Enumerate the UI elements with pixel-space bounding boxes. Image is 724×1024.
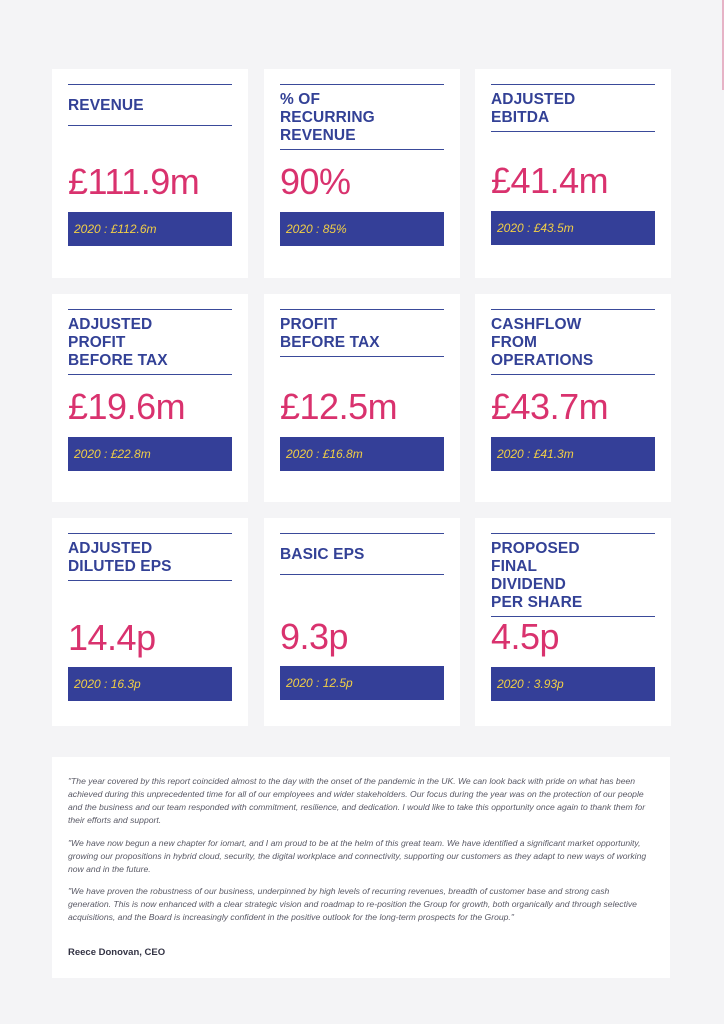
kpi-card-basic-eps bbox=[264, 518, 460, 726]
card-top-rule bbox=[68, 533, 232, 534]
kpi-prior-year: 2020 : 16.3p bbox=[68, 667, 232, 701]
kpi-value: £43.7m bbox=[491, 386, 609, 427]
quote-paragraph: "We have proven the robustness of our business, underpinned by high levels of recurring revenues, breadth of customer base and strong cash generation. This is now enhanced with a clear strategic vision and roadmap to re-position the Group for growth, both organically and through selective acquisitions, and the Board is increasingly confident in the positive outlook for the long-term prospects for the Group." bbox=[68, 886, 637, 922]
kpi-title: PROFIT BEFORE TAX bbox=[280, 316, 380, 351]
kpi-card-proposed-final-dividend bbox=[475, 518, 671, 726]
card-title-rule bbox=[280, 574, 444, 575]
card-title-rule bbox=[280, 149, 444, 150]
card-title-rule bbox=[68, 125, 232, 126]
kpi-card-profit-before-tax bbox=[264, 294, 460, 502]
kpi-title: PROPOSED FINAL DIVIDEND PER SHARE bbox=[491, 540, 583, 611]
kpi-value: 90% bbox=[280, 161, 351, 202]
card-title-rule bbox=[68, 580, 232, 581]
kpi-card-recurring-revenue bbox=[264, 69, 460, 278]
kpi-title: % OF RECURRING REVENUE bbox=[280, 91, 375, 144]
quote-paragraph: "We have now begun a new chapter for iomart, and I am proud to be at the helm of this great team. We have identified a significant market opportunity, growing our propositions in hybrid cloud, security, the digital workplace and connectivity, supporting our customers as they adapt to new ways of working now and in the future. bbox=[68, 838, 647, 874]
card-top-rule bbox=[491, 84, 655, 85]
quote-paragraph: "The year covered by this report coincided almost to the day with the onset of the pandemic in the UK. We can look back with pride on what has been achieved during this unprecedented time for all of our employees and wider stakeholders. Our focus during the year was on the protection of our people and the business and our team responded with commitment, resilience, and dedication. I would like to take this opportunity once again to thank them for their efforts and support. bbox=[68, 776, 646, 825]
kpi-title: ADJUSTED EBITDA bbox=[491, 91, 576, 126]
card-top-rule bbox=[280, 309, 444, 310]
kpi-value: £41.4m bbox=[491, 160, 609, 201]
kpi-card-cashflow-from-operations bbox=[475, 294, 671, 502]
card-top-rule bbox=[491, 309, 655, 310]
kpi-value: £12.5m bbox=[280, 386, 398, 427]
kpi-prior-year: 2020 : 3.93p bbox=[491, 667, 655, 701]
kpi-title: CASHFLOW FROM OPERATIONS bbox=[491, 316, 594, 369]
kpi-title: ADJUSTED DILUTED EPS bbox=[68, 540, 172, 575]
kpi-prior-year: 2020 : 12.5p bbox=[280, 666, 444, 700]
kpi-title: REVENUE bbox=[68, 97, 144, 114]
kpi-title: BASIC EPS bbox=[280, 546, 365, 563]
card-top-rule bbox=[280, 533, 444, 534]
kpi-title: ADJUSTED PROFIT BEFORE TAX bbox=[68, 316, 168, 369]
kpi-card-adjusted-diluted-eps bbox=[52, 518, 248, 726]
card-title-rule bbox=[491, 374, 655, 375]
card-top-rule bbox=[68, 309, 232, 310]
card-top-rule bbox=[280, 84, 444, 85]
card-title-rule bbox=[491, 131, 655, 132]
kpi-prior-year: 2020 : £112.6m bbox=[68, 212, 232, 246]
kpi-prior-year: 2020 : £16.8m bbox=[280, 437, 444, 471]
kpi-card-adjusted-ebitda bbox=[475, 69, 671, 278]
card-title-rule bbox=[280, 356, 444, 357]
card-top-rule bbox=[68, 84, 232, 85]
kpi-value: £19.6m bbox=[68, 386, 186, 427]
ceo-quote-box bbox=[52, 757, 670, 978]
kpi-card-adjusted-profit-before-tax bbox=[52, 294, 248, 502]
kpi-prior-year: 2020 : £41.3m bbox=[491, 437, 655, 471]
kpi-prior-year: 2020 : £43.5m bbox=[491, 211, 655, 245]
card-title-rule bbox=[68, 374, 232, 375]
kpi-value: 9.3p bbox=[280, 616, 349, 657]
kpi-value: 14.4p bbox=[68, 617, 156, 658]
kpi-card-revenue bbox=[52, 69, 248, 278]
kpi-prior-year: 2020 : 85% bbox=[280, 212, 444, 246]
kpi-prior-year: 2020 : £22.8m bbox=[68, 437, 232, 471]
card-top-rule bbox=[491, 533, 655, 534]
kpi-value: £111.9m bbox=[68, 161, 200, 202]
kpi-value: 4.5p bbox=[491, 616, 560, 657]
quote-signature: Reece Donovan, CEO bbox=[68, 947, 166, 958]
